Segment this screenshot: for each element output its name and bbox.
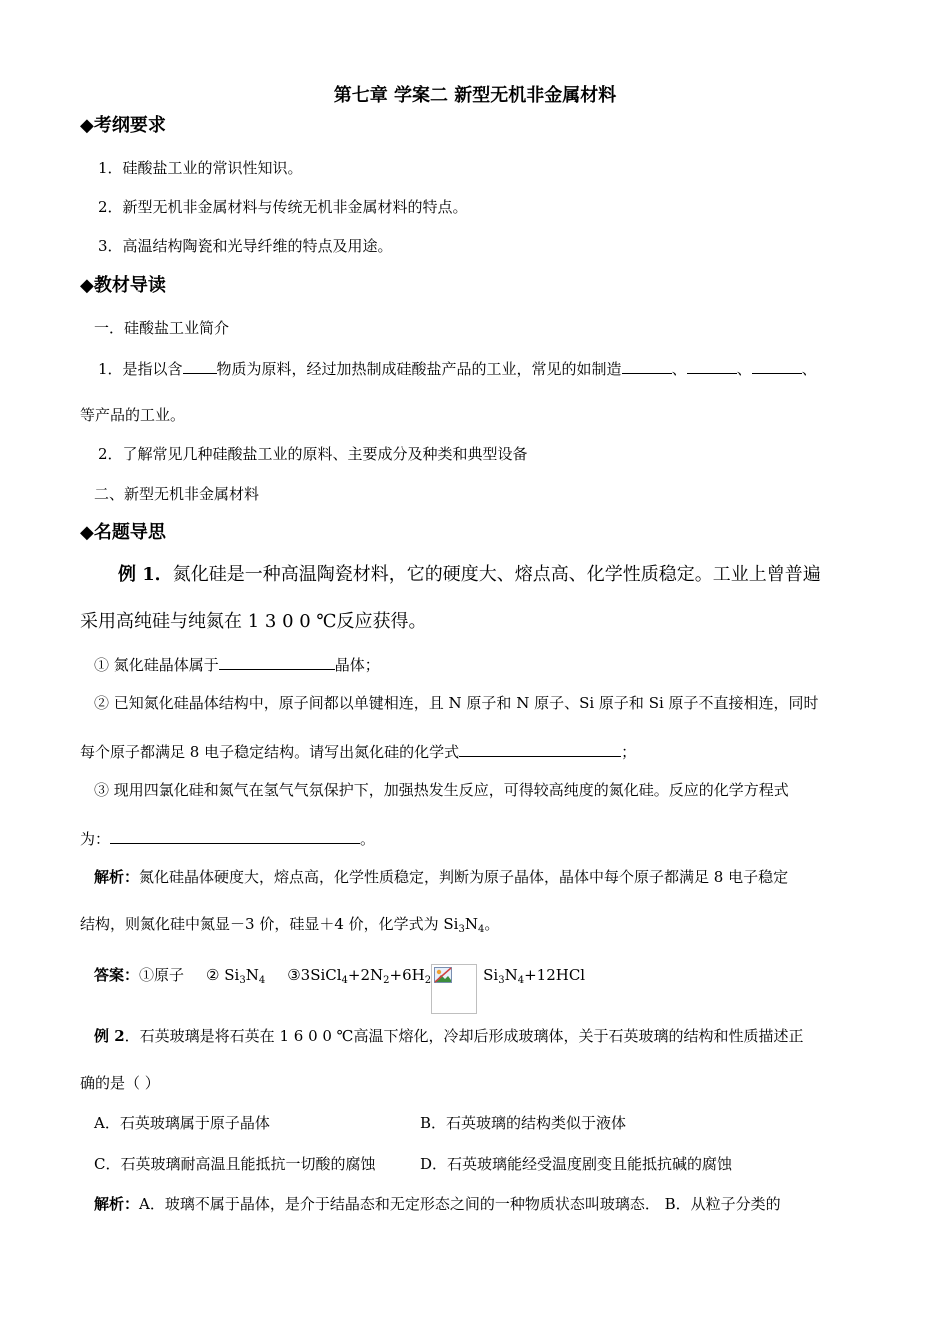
reading-subheading-2: 二、新型无机非金属材料 xyxy=(94,485,260,503)
fill-blank[interactable] xyxy=(687,358,737,374)
example-1-answer xyxy=(94,964,585,1014)
fill-blank[interactable] xyxy=(110,828,360,844)
analysis-label: 解析： xyxy=(94,1195,140,1213)
example-1-question-1 xyxy=(94,654,380,675)
image-placeholder-icon xyxy=(434,967,452,983)
section-heading-reading: ◆教材导读 xyxy=(80,275,166,296)
section-heading-syllabus: ◆考纲要求 xyxy=(80,115,166,136)
section-heading-examples: ◆名题导思 xyxy=(80,522,166,543)
reading-item-1-continued: 等产品的工业。 xyxy=(80,406,186,424)
answer-label: 答案： xyxy=(94,966,140,984)
example-1-line-1 xyxy=(118,563,821,587)
separator: 、 xyxy=(671,360,687,378)
analysis-text: A．玻璃不属于晶体，是介于结晶态和无定形态之间的一种物质状态叫玻璃态． B．从粒子分类的 xyxy=(139,1195,781,1213)
fill-blank[interactable] xyxy=(752,358,802,374)
separator: 、 xyxy=(801,360,817,378)
fill-blank[interactable] xyxy=(219,654,335,670)
item1-text-a: 1．是指以含 xyxy=(98,360,183,378)
answer-part-2: ② $Si_3N_4$ xyxy=(206,966,266,986)
question-text: ① 氮化硅晶体属于 xyxy=(94,656,219,674)
analysis-text: 结构，则氮化硅中氮显－3 价，硅显＋4 价，化学式为 Si xyxy=(80,915,459,933)
example-1-analysis-line-1 xyxy=(94,867,788,887)
reading-item-2: 2．了解常见几种硅酸盐工业的原料、主要成分及种类和典型设备 xyxy=(98,445,528,463)
example-2-line-1 xyxy=(94,1026,803,1046)
reading-item-1 xyxy=(98,358,817,379)
answer-product: $Si_3N_4+12HCl$ xyxy=(483,966,586,986)
question-text: 。 xyxy=(360,830,376,848)
example-1-question-3: ③ 现用四氯化硅和氮气在氢气气氛保护下，加强热发生反应，可得较高纯度的氮化硅。反应的化学方程式 xyxy=(94,781,789,799)
analysis-text: 。 xyxy=(484,915,500,933)
subscript: 3 xyxy=(458,924,465,935)
example-1-question-2: ② 已知氮化硅晶体结构中，原子间都以单键相连，且 N 原子和 N 原子、Si 原子和 Si 原子不直接相连，同时 xyxy=(94,694,819,712)
syllabus-item-2: 2．新型无机非金属材料与传统无机非金属材料的特点。 xyxy=(98,198,468,216)
example-1-question-2-continued xyxy=(80,741,636,762)
example-2-analysis-line-1 xyxy=(94,1194,781,1214)
question-text: 晶体； xyxy=(334,656,380,674)
page-title: 第七章 学案二 新型无机非金属材料 xyxy=(333,85,617,106)
analysis-text: N xyxy=(464,915,478,933)
analysis-text: 氮化硅晶体硬度大，熔点高，化学性质稳定，判断为原子晶体，晶体中每个原子都满足 8 电子稳定 xyxy=(139,868,789,886)
question-text: ； xyxy=(621,743,637,761)
fill-blank[interactable] xyxy=(622,358,672,374)
answer-part-1: ①原子 xyxy=(139,966,185,984)
option-a: A．石英玻璃属于原子晶体 xyxy=(94,1114,270,1132)
answer-part-3: $③3SiCl_4+2N_2+6H_2$ xyxy=(287,966,432,986)
example-1-analysis-line-2 xyxy=(80,914,499,934)
question-text: 为： xyxy=(80,830,111,848)
fill-blank[interactable] xyxy=(183,358,217,374)
example-2-label: 例 2 xyxy=(94,1027,125,1045)
question-text: 每个原子都满足 8 电子稳定结构。请写出氮化硅的化学式 xyxy=(80,743,460,761)
syllabus-item-1: 1．硅酸盐工业的常识性知识。 xyxy=(98,159,303,177)
example-1-line-2: 采用高纯硅与纯氮在 1 3 0 0 ℃反应获得。 xyxy=(80,611,427,632)
example-1-label: 例 1． xyxy=(118,564,173,585)
example-2-line-2: 确的是（ ） xyxy=(80,1074,160,1092)
option-b: B．石英玻璃的结构类似于液体 xyxy=(420,1114,627,1132)
subscript: 4 xyxy=(477,924,485,935)
option-d: D．石英玻璃能经受温度剧变且能抵抗碱的腐蚀 xyxy=(420,1155,733,1173)
example-1-text: 氮化硅是一种高温陶瓷材料，它的硬度大、熔点高、化学性质稳定。工业上曾普遍 xyxy=(172,564,821,585)
separator: 、 xyxy=(736,360,752,378)
fill-blank[interactable] xyxy=(459,741,621,757)
broken-image-icon xyxy=(431,964,477,1014)
item1-text-b: 物质为原料，经过加热制成硅酸盐产品的工业，常见的如制造 xyxy=(216,360,622,378)
analysis-label: 解析： xyxy=(94,868,140,886)
option-c: C．石英玻璃耐高温且能抵抗一切酸的腐蚀 xyxy=(94,1155,376,1173)
example-2-text: ．石英玻璃是将石英在 1 6 0 0 ℃高温下熔化，冷却后形成玻璃体，关于石英玻璃的结构和性质描述正 xyxy=(124,1027,804,1045)
syllabus-item-3: 3．高温结构陶瓷和光导纤维的特点及用途。 xyxy=(98,237,393,255)
reading-subheading-1: 一．硅酸盐工业简介 xyxy=(94,319,230,337)
example-1-question-3-continued xyxy=(80,828,375,849)
